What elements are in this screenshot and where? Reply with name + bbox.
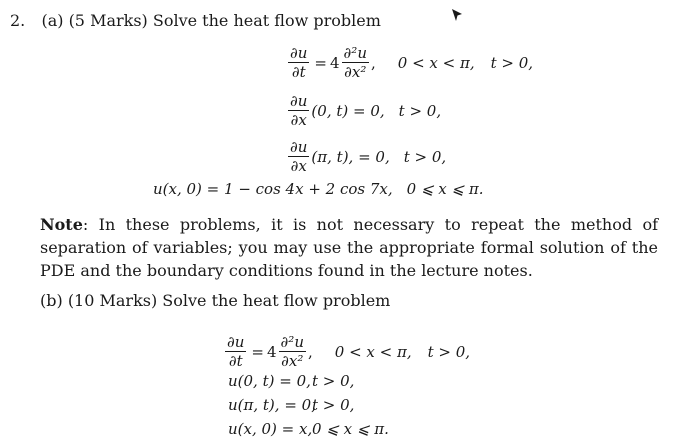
- d2u-dx2-fraction: $\frac{\text{∂²u}}{\text{∂x²}}$: [280, 333, 304, 370]
- note-label: Note: [40, 215, 83, 234]
- part-b-pde: $\frac{\partial u}{\partial t}$ = 4 $\frac{\text{∂²u}}{\text{∂x²}}$ , 0 < x < π, t > 0,: [227, 333, 471, 370]
- du-dt-fraction: $\frac{\partial u}{\partial t}$: [227, 333, 245, 370]
- du-dx-fraction: $\frac{\partial u}{\partial x}$: [290, 138, 308, 175]
- part-b-initial-condition: u(x, 0) = x, 0 ⩽ x ⩽ π.: [228, 420, 389, 438]
- du-dt-fraction: $\frac{\partial u}{\partial t}$: [290, 44, 308, 81]
- part-a-bc-left: $\frac{\partial u}{\partial x}$ (0, t) = 0, t > 0,: [290, 92, 442, 129]
- spatial-domain: 0 < x < π,: [397, 53, 475, 72]
- d2u-dx2-fraction: $\frac{\text{∂²u}}{\text{∂x²}}$: [343, 44, 367, 81]
- note-text: : In these problems, it is not necessary to repeat the method of separation of variables; you may use the appropriate formal solution of the PDE and the boundary conditions found in the lecture notes.: [40, 215, 658, 280]
- du-dx-fraction: $\frac{\partial u}{\partial x}$: [290, 92, 308, 129]
- problem-heading-a: [10, 11, 381, 31]
- part-a-heading: (a) (5 Marks) Solve the heat flow problem: [41, 11, 381, 30]
- part-a-bc-right: $\frac{\partial u}{\partial x}$ (π, t), = 0, t > 0,: [290, 138, 447, 175]
- part-b-bc-right: u(π, t), = 0, t > 0,: [228, 396, 355, 414]
- time-domain: t > 0,: [490, 53, 534, 72]
- cursor-arrow-icon: [450, 8, 464, 24]
- problem-number: 2.: [10, 11, 26, 30]
- note-paragraph: [40, 213, 658, 282]
- part-a-initial-condition: u(x, 0) = 1 − cos 4x + 2 cos 7x, 0 ⩽ x ⩽ π.: [153, 180, 484, 198]
- part-b-heading: (b) (10 Marks) Solve the heat flow problem: [40, 291, 391, 310]
- part-a-pde: $\frac{\partial u}{\partial t}$ = 4 $\frac{\text{∂²u}}{\text{∂x²}}$ , 0 < x < π, t > 0,: [290, 44, 534, 81]
- part-b-bc-left: u(0, t) = 0, t > 0,: [228, 372, 355, 390]
